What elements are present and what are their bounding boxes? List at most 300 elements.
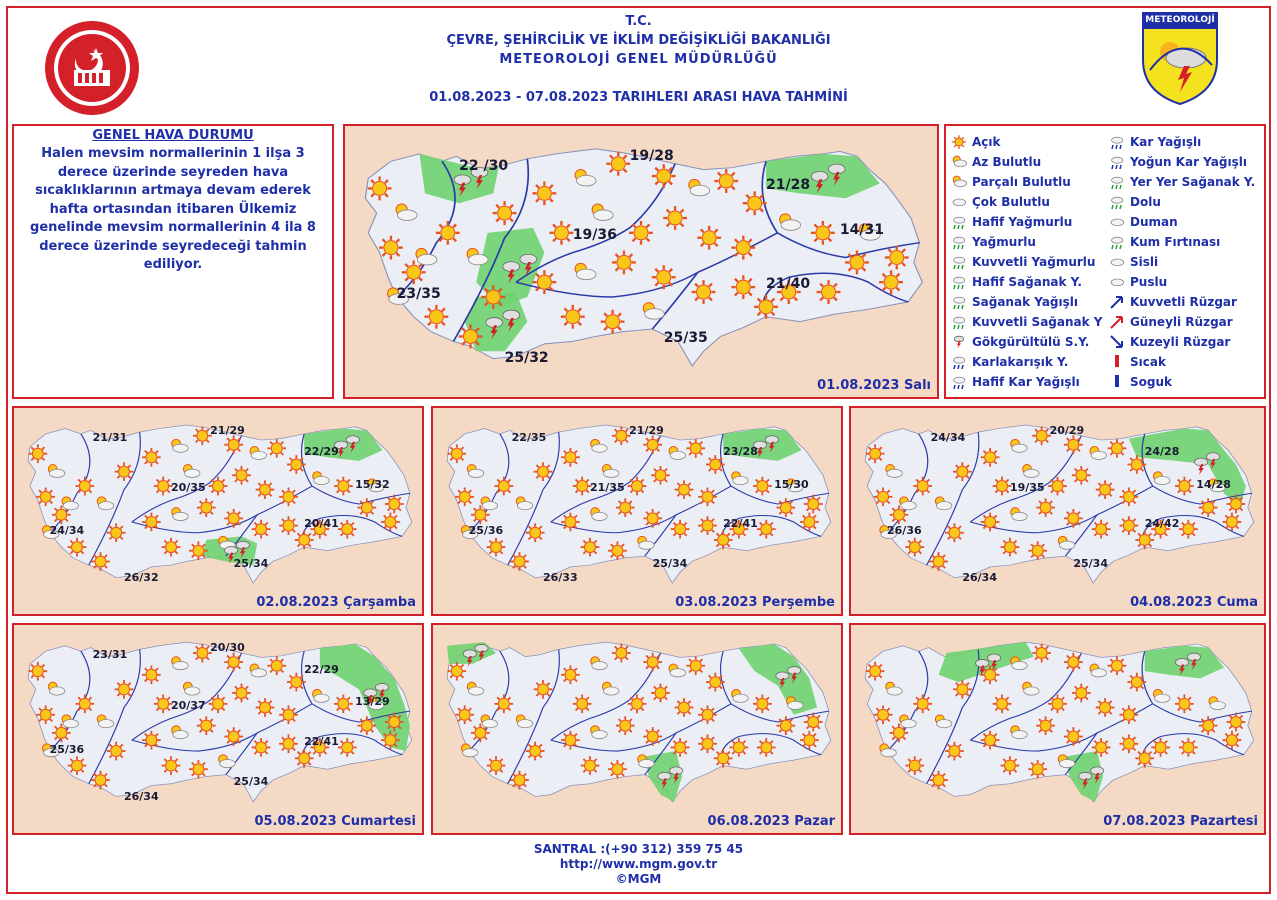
sun-icon [663, 206, 687, 230]
legend-label: Sağanak Yağışlı [972, 295, 1078, 309]
sun-icon [455, 705, 474, 724]
north-wind-icon [1108, 334, 1126, 350]
sun-icon [698, 516, 717, 535]
few-clouds-icon [950, 154, 968, 170]
cloudy-icon [954, 377, 965, 383]
cloudy-icon [1112, 177, 1123, 183]
sun-icon [338, 520, 357, 539]
temperature-label: 21/29 [629, 423, 664, 437]
sun-icon [800, 513, 819, 532]
legend-item [1108, 354, 1166, 370]
heavy-snow-icon [1108, 154, 1126, 170]
sun-icon [115, 462, 134, 481]
temperature-label: 22/29 [304, 445, 339, 459]
sun-icon [950, 134, 968, 150]
sun-icon [561, 513, 580, 532]
temperature-label: 20/35 [170, 481, 206, 495]
sun-icon [993, 477, 1012, 496]
sun-icon [115, 680, 134, 699]
sun-icon [189, 760, 208, 779]
sun-icon [494, 694, 513, 713]
sun-icon [879, 270, 903, 294]
cloudy-icon [1112, 137, 1123, 143]
sun-icon [425, 305, 449, 329]
cloudy-icon [954, 277, 965, 283]
sun-icon [608, 541, 627, 560]
sun-icon [142, 731, 161, 750]
sun-icon [698, 487, 717, 506]
sun-icon [197, 716, 216, 735]
legend-item [1108, 134, 1201, 150]
sun-icon [1032, 644, 1051, 663]
sun-icon [743, 191, 767, 215]
summary-title: GENEL HAVA DURUMU [92, 128, 254, 143]
sun-icon [945, 742, 964, 761]
sun-icon [256, 480, 275, 499]
sun-icon [193, 426, 212, 445]
sun-icon [651, 466, 670, 485]
turkey-map [433, 408, 841, 614]
sun-icon [1227, 713, 1246, 732]
sun-icon [1175, 694, 1194, 713]
sun-icon [697, 226, 721, 250]
sun-icon [193, 644, 212, 663]
light-snow-icon [950, 374, 968, 390]
legend-item [950, 194, 1050, 210]
sun-icon [75, 477, 94, 496]
legend-label: Sıcak [1130, 355, 1166, 369]
legend-item [1108, 274, 1167, 290]
temperature-label: 20/37 [170, 699, 206, 713]
legend-item [950, 374, 1080, 390]
sun-icon [1001, 538, 1020, 557]
south-wind-icon [1108, 314, 1126, 330]
sun-icon [494, 477, 513, 496]
light-rain-icon [950, 214, 968, 230]
legend-label: Az Bulutlu [972, 155, 1042, 169]
temperature-label: 15/32 [355, 477, 390, 491]
legend-item [950, 154, 1041, 170]
sun-icon [36, 487, 55, 506]
legend-label: Soguk [1130, 375, 1172, 389]
cloudy-icon [953, 199, 966, 206]
temperature-label: 15/30 [774, 477, 809, 491]
sun-icon [729, 738, 748, 757]
legend-item [1108, 254, 1158, 270]
sun-icon [91, 552, 110, 571]
cold-icon [1108, 374, 1126, 390]
sun-icon [493, 201, 517, 225]
legend-label: Karlakarışık Y. [972, 355, 1069, 369]
temperature-label: 21/31 [92, 430, 128, 444]
turkey-map [433, 625, 841, 833]
map-date-label: 04.08.2023 Cuma [1130, 595, 1258, 610]
sun-icon [1064, 727, 1083, 746]
sun-icon [675, 480, 694, 499]
legend-label: Yağmurlu [972, 235, 1036, 249]
sun-icon [612, 644, 631, 663]
sun-icon [643, 653, 662, 672]
legend-item [950, 334, 1089, 350]
temperature-label: 24/34 [49, 524, 85, 538]
sun-icon [224, 653, 243, 672]
temperature-label: 25/35 [663, 330, 708, 347]
legend-label: Gökgürültülü S.Y. [972, 335, 1090, 349]
temperature-label: 26/34 [962, 571, 997, 585]
sun-icon [652, 265, 676, 289]
sun-icon [295, 531, 314, 550]
temperature-label: 26/32 [123, 571, 159, 585]
cloudy-icon [1112, 197, 1123, 203]
sun-icon [1151, 738, 1170, 757]
sun-icon [1135, 749, 1154, 768]
sun-icon [334, 477, 353, 496]
sun-icon [671, 520, 690, 539]
sun-icon [1120, 487, 1139, 506]
sun-icon [811, 221, 835, 245]
cloudy-icon [954, 297, 965, 303]
legend-item [950, 134, 1001, 150]
sun-icon [279, 487, 298, 506]
legend-label: Kuzeyli Rüzgar [1130, 335, 1231, 349]
temperature-label: 23/35 [396, 285, 441, 302]
sun-icon [1032, 426, 1051, 445]
sun-icon [1120, 705, 1139, 724]
smoke-icon [1108, 214, 1126, 230]
sun-icon [616, 716, 635, 735]
sun-icon [279, 516, 298, 535]
light-shower-icon [950, 274, 968, 290]
sun-icon [874, 487, 893, 506]
cloudy-icon [954, 317, 965, 323]
map-date-label: 06.08.2023 Pazar [707, 814, 835, 829]
sun-icon [629, 221, 653, 245]
sun-icon [224, 435, 243, 454]
legend-label: Sisli [1130, 255, 1159, 269]
forecast-map-day-5 [12, 623, 424, 835]
sun-icon [905, 538, 924, 557]
map-date-label: 02.08.2023 Çarşamba [256, 595, 416, 610]
partly-cloudy-icon [950, 174, 968, 190]
sun-icon [706, 673, 725, 692]
sun-icon [1092, 738, 1111, 757]
sun-icon [776, 716, 795, 735]
cloudy-icon [954, 237, 965, 243]
directorate-name: METEOROLOJİ GENEL MÜDÜRLÜĞÜ [499, 52, 778, 67]
temperature-label: 25/32 [504, 350, 549, 367]
sun-icon [1223, 731, 1242, 750]
map-date-label: 01.08.2023 Salı [817, 378, 931, 393]
sun-icon [885, 246, 909, 270]
sun-icon [28, 444, 47, 463]
sun-icon [447, 662, 466, 681]
sun-icon [510, 771, 529, 790]
map-date-label: 07.08.2023 Pazartesi [1103, 814, 1258, 829]
temperature-label: 22/41 [723, 517, 758, 531]
legend-item [1108, 214, 1178, 230]
sun-icon [357, 716, 376, 735]
sun-icon [866, 444, 885, 463]
sun-icon [1227, 495, 1246, 514]
forecast-period: 01.08.2023 - 07.08.2023 TARIHLERI ARASI HAVA TAHMİNİ [429, 90, 848, 105]
sun-icon [1064, 435, 1083, 454]
temperature-label: 20/30 [210, 641, 245, 655]
sun-icon [379, 236, 403, 260]
sun-icon [455, 487, 474, 506]
cloudy-icon [1111, 279, 1124, 286]
temperature-label: 21/35 [589, 481, 625, 495]
sun-icon [698, 705, 717, 724]
sun-icon [481, 285, 505, 309]
sun-icon [142, 665, 161, 684]
temperature-label: 23/28 [723, 445, 758, 459]
sun-icon [929, 771, 948, 790]
cloudy-icon [954, 357, 965, 363]
sun-icon [643, 435, 662, 454]
sun-icon [628, 694, 647, 713]
sun-icon [36, 705, 55, 724]
legend-label: Yoğun Kar Yağışlı [1130, 155, 1247, 169]
temperature-label: 14/28 [1196, 477, 1231, 491]
sun-icon [142, 448, 161, 467]
temperature-label: 14/31 [839, 221, 884, 238]
sun-icon [459, 325, 483, 349]
sun-icon [287, 455, 306, 474]
cloudy-icon [1111, 219, 1124, 226]
sun-icon [534, 680, 553, 699]
temperature-label: 22/41 [304, 735, 339, 749]
sun-icon [154, 477, 173, 496]
sun-icon [913, 694, 932, 713]
sun-icon [279, 734, 298, 753]
legend-label: Dolu [1130, 195, 1161, 209]
sun-icon [981, 731, 1000, 750]
temperature-label: 19/28 [629, 147, 674, 164]
sun-icon [1175, 477, 1194, 496]
temperature-label: 22/29 [304, 662, 339, 676]
cloudy-icon [954, 257, 965, 263]
sun-icon [532, 270, 556, 294]
sun-icon [714, 749, 733, 768]
sun-icon [952, 135, 966, 149]
strong-wind-icon [1108, 294, 1126, 310]
sun-icon [252, 520, 271, 539]
legend-item [950, 294, 1078, 310]
sun-icon [107, 742, 126, 761]
sun-icon [953, 462, 972, 481]
sun-icon [651, 684, 670, 703]
sun-icon [224, 727, 243, 746]
website-link[interactable]: http://www.mgm.gov.tr [559, 857, 718, 871]
sun-icon [338, 738, 357, 757]
temperature-label: 19/36 [572, 226, 617, 243]
sun-icon [757, 738, 776, 757]
temperature-label: 26/33 [542, 571, 578, 585]
temperature-label: 25/34 [652, 556, 688, 570]
summary-panel [12, 124, 334, 399]
legend-item [950, 274, 1082, 290]
legend-label: Hafif Sağanak Y. [972, 275, 1082, 289]
temperature-label: 21/29 [210, 423, 245, 437]
sun-icon [447, 444, 466, 463]
sun-icon [1108, 439, 1127, 458]
sun-icon [287, 673, 306, 692]
sun-icon [754, 295, 778, 319]
legend-label: Kuvvetli Yağmurlu [972, 255, 1096, 269]
legend-label: Duman [1130, 215, 1178, 229]
sun-icon [91, 771, 110, 790]
sun-icon [612, 251, 636, 275]
temperature-label: 26/34 [123, 789, 159, 803]
temperature-label: 20/41 [304, 517, 339, 531]
partly-cloudy-icon [953, 156, 967, 167]
sun-icon [357, 498, 376, 517]
temperature-label: 25/36 [468, 524, 504, 538]
sun-icon [817, 280, 841, 304]
sun-icon [1064, 509, 1083, 528]
temperature-label: 24/34 [930, 430, 966, 444]
legend-item [1108, 154, 1247, 170]
temperature-label: 21/40 [766, 276, 811, 293]
legend-label: Puslu [1130, 275, 1168, 289]
sun-icon [804, 713, 823, 732]
sun-icon [1120, 516, 1139, 535]
sun-icon [628, 477, 647, 496]
forecast-map-day-2 [12, 406, 424, 616]
sun-icon [945, 523, 964, 542]
forecast-map-day-3 [431, 406, 843, 616]
sun-icon [1179, 738, 1198, 757]
turkey-map [851, 625, 1264, 833]
fog-icon [1108, 254, 1126, 270]
sun-icon [1135, 531, 1154, 550]
thunderstorm-icon [950, 334, 968, 350]
sun-icon [606, 152, 630, 176]
legend-label: Güneyli Rüzgar [1130, 315, 1233, 329]
sun-icon [252, 738, 271, 757]
hot-icon [1108, 354, 1126, 370]
cloudy-icon [1111, 259, 1124, 266]
sun-icon [686, 656, 705, 675]
sun-icon [905, 756, 924, 775]
sun-icon [436, 221, 460, 245]
sun-icon [209, 694, 228, 713]
sun-icon [981, 513, 1000, 532]
temperature-label: 21/28 [766, 177, 811, 194]
hail-icon [1108, 194, 1126, 210]
sun-icon [993, 694, 1012, 713]
sun-icon [510, 552, 529, 571]
sun-icon [643, 509, 662, 528]
sun-icon [256, 698, 275, 717]
shower-icon [950, 294, 968, 310]
sun-icon [1028, 541, 1047, 560]
sun-icon [652, 164, 676, 188]
sun-icon [731, 275, 755, 299]
sun-icon [1199, 498, 1218, 517]
sun-icon [616, 498, 635, 517]
legend-label: Parçalı Bulutlu [972, 175, 1071, 189]
sun-icon [534, 462, 553, 481]
sun-icon [675, 698, 694, 717]
sun-icon [953, 680, 972, 699]
sun-icon [526, 523, 545, 542]
sun-icon [232, 466, 251, 485]
cloudy-icon [950, 194, 968, 210]
sun-icon [189, 541, 208, 560]
legend-label: Çok Bulutlu [972, 195, 1050, 209]
turkey-map [345, 126, 937, 397]
sun-icon [154, 694, 173, 713]
sun-icon [385, 713, 404, 732]
sun-icon [162, 756, 181, 775]
sun-icon [550, 221, 574, 245]
sun-icon [714, 531, 733, 550]
legend-item [1108, 174, 1255, 190]
legend-item [1108, 314, 1233, 330]
footer [0, 842, 1277, 887]
temperature-label: 24/28 [1144, 445, 1180, 459]
rain-icon [950, 234, 968, 250]
sun-icon [757, 520, 776, 539]
legend-item [950, 234, 1036, 250]
legend-label: Kum Fırtınası [1130, 235, 1221, 249]
legend-label: Açık [972, 135, 1001, 149]
thunderstorm-icon [954, 336, 964, 348]
temperature-label: 23/31 [92, 648, 128, 662]
sun-icon [1092, 520, 1111, 539]
sun-icon [561, 731, 580, 750]
legend-item [1108, 294, 1237, 310]
sun-icon [526, 742, 545, 761]
sun-icon [601, 310, 625, 334]
map-date-label: 05.08.2023 Cumartesi [254, 814, 416, 829]
sun-icon [706, 455, 725, 474]
sun-icon [1127, 673, 1146, 692]
temperature-label: 26/36 [887, 524, 922, 538]
sun-icon [267, 656, 286, 675]
sun-icon [643, 727, 662, 746]
sun-icon [487, 538, 506, 557]
sun-icon [753, 477, 772, 496]
sun-icon [612, 426, 631, 445]
scattered-shower-icon [1108, 174, 1126, 190]
sun-icon [1096, 480, 1115, 499]
sun-icon [232, 684, 251, 703]
legend-item [950, 214, 1072, 230]
sun-icon [561, 305, 585, 329]
sun-icon [197, 498, 216, 517]
legend-label: Kar Yağışlı [1130, 135, 1202, 149]
turkey-map [851, 408, 1264, 614]
sun-icon [776, 498, 795, 517]
cloudy-icon [1112, 237, 1123, 243]
sun-icon [1048, 694, 1067, 713]
forecast-map-day-6 [431, 623, 843, 835]
sun-icon [981, 665, 1000, 684]
sun-icon [1028, 760, 1047, 779]
sun-icon [107, 523, 126, 542]
sun-icon [68, 756, 87, 775]
sun-icon [334, 694, 353, 713]
sun-icon [561, 665, 580, 684]
legend-label: Kuvvetli Rüzgar [1130, 295, 1237, 309]
sun-icon [68, 538, 87, 557]
temperature-label: 22 /30 [459, 157, 509, 174]
legend-item [950, 174, 1071, 190]
phone-number: SANTRAL :(+90 312) 359 75 45 [533, 842, 744, 856]
temperature-label: 19/35 [1009, 481, 1045, 495]
